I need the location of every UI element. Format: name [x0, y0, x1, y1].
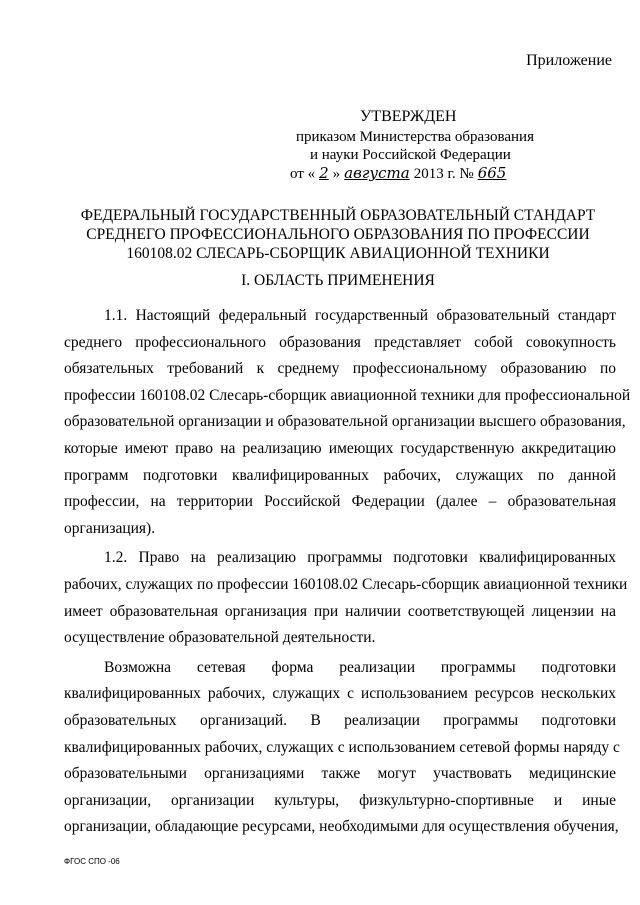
title-line: 160108.02 СЛЕСАРЬ-СБОРЩИК АВИАЦИОННОЙ ТЕХНИКИ: [126, 245, 550, 262]
section-heading: I. ОБЛАСТЬ ПРИМЕНЕНИЯ: [241, 272, 435, 289]
text-line: образовательных организаций. В реализации программы подготовки: [64, 711, 616, 729]
title-line: ФЕДЕРАЛЬНЫЙ ГОСУДАРСТВЕННЫЙ ОБРАЗОВАТЕЛЬНЫЙ СТАНДАРТ: [80, 207, 596, 224]
approval-ministry-line: и науки Российской Федерации: [310, 147, 511, 163]
text-line: организация).: [64, 519, 156, 537]
text-line: 1.2. Право на реализацию программы подготовки квалифицированных: [104, 549, 616, 567]
text-line: среднего профессионального образования представляет собой совокупность: [64, 333, 616, 351]
text-line: имеет образовательная организация при наличии соответствующей лицензии на: [64, 602, 616, 620]
text-line: рабочих, служащих по профессии 160108.02 Слесарь-сборщик авиационной техники: [64, 575, 628, 593]
text-line: профессии, на территории Российской Федерации (далее – образовательная: [64, 493, 616, 511]
text-line: профессии 160108.02 Слесарь-сборщик авиационной техники для профессиональной: [64, 386, 631, 404]
approval-heading: УТВЕРЖДЕН: [360, 108, 457, 125]
approval-date-line: [290, 164, 590, 183]
handwritten-month: августа: [344, 164, 410, 182]
text-line: организации, организации культуры, физкультурно-спортивные и иные: [64, 791, 616, 809]
text-line: обязательных требований к среднему профессиональному образованию по: [64, 360, 616, 378]
date-year: 2013 г. №: [413, 166, 474, 182]
date-prefix: от «: [290, 166, 316, 182]
footer-label: ФГОС СПО -06: [64, 857, 120, 866]
text-line: квалифицированных рабочих, служащих с использованием сетевой формы наряду с: [64, 738, 620, 756]
text-line: образовательной организации и образовательной организации высшего образования,: [64, 413, 626, 431]
text-line: осуществление образовательной деятельности.: [64, 629, 376, 647]
text-line: программ подготовки квалифицированных рабочих, служащих по данной: [64, 466, 616, 484]
text-line: Возможна сетевая форма реализации программы подготовки: [104, 658, 616, 676]
handwritten-day: 2: [319, 164, 329, 182]
appendix-label: Приложение: [526, 52, 612, 69]
title-line: СРЕДНЕГО ПРОФЕССИОНАЛЬНОГО ОБРАЗОВАНИЯ ПО ПРОФЕССИИ: [86, 226, 590, 243]
paragraph-network-form: [64, 655, 620, 841]
paragraph-1-2: [64, 545, 628, 651]
text-line: которые имеют право на реализацию имеющих государственную аккредитацию: [64, 439, 616, 457]
text-line: образовательными организациями также могут участвовать медицинские: [64, 765, 616, 783]
document-body: [64, 303, 631, 841]
approval-order-line: приказом Министерства образования: [296, 129, 534, 145]
date-mid: »: [332, 166, 341, 182]
paragraph-1-1: [64, 303, 631, 542]
text-line: квалифицированных рабочих, служащих с использованием ресурсов нескольких: [64, 685, 616, 703]
approval-block: [290, 108, 590, 183]
handwritten-number: 665: [477, 164, 507, 182]
text-line: организации, обладающие ресурсами, необходимыми для осуществления обучения,: [64, 818, 619, 836]
text-line: 1.1. Настоящий федеральный государственный образовательный стандарт: [104, 307, 616, 324]
document-title: [58, 206, 618, 263]
